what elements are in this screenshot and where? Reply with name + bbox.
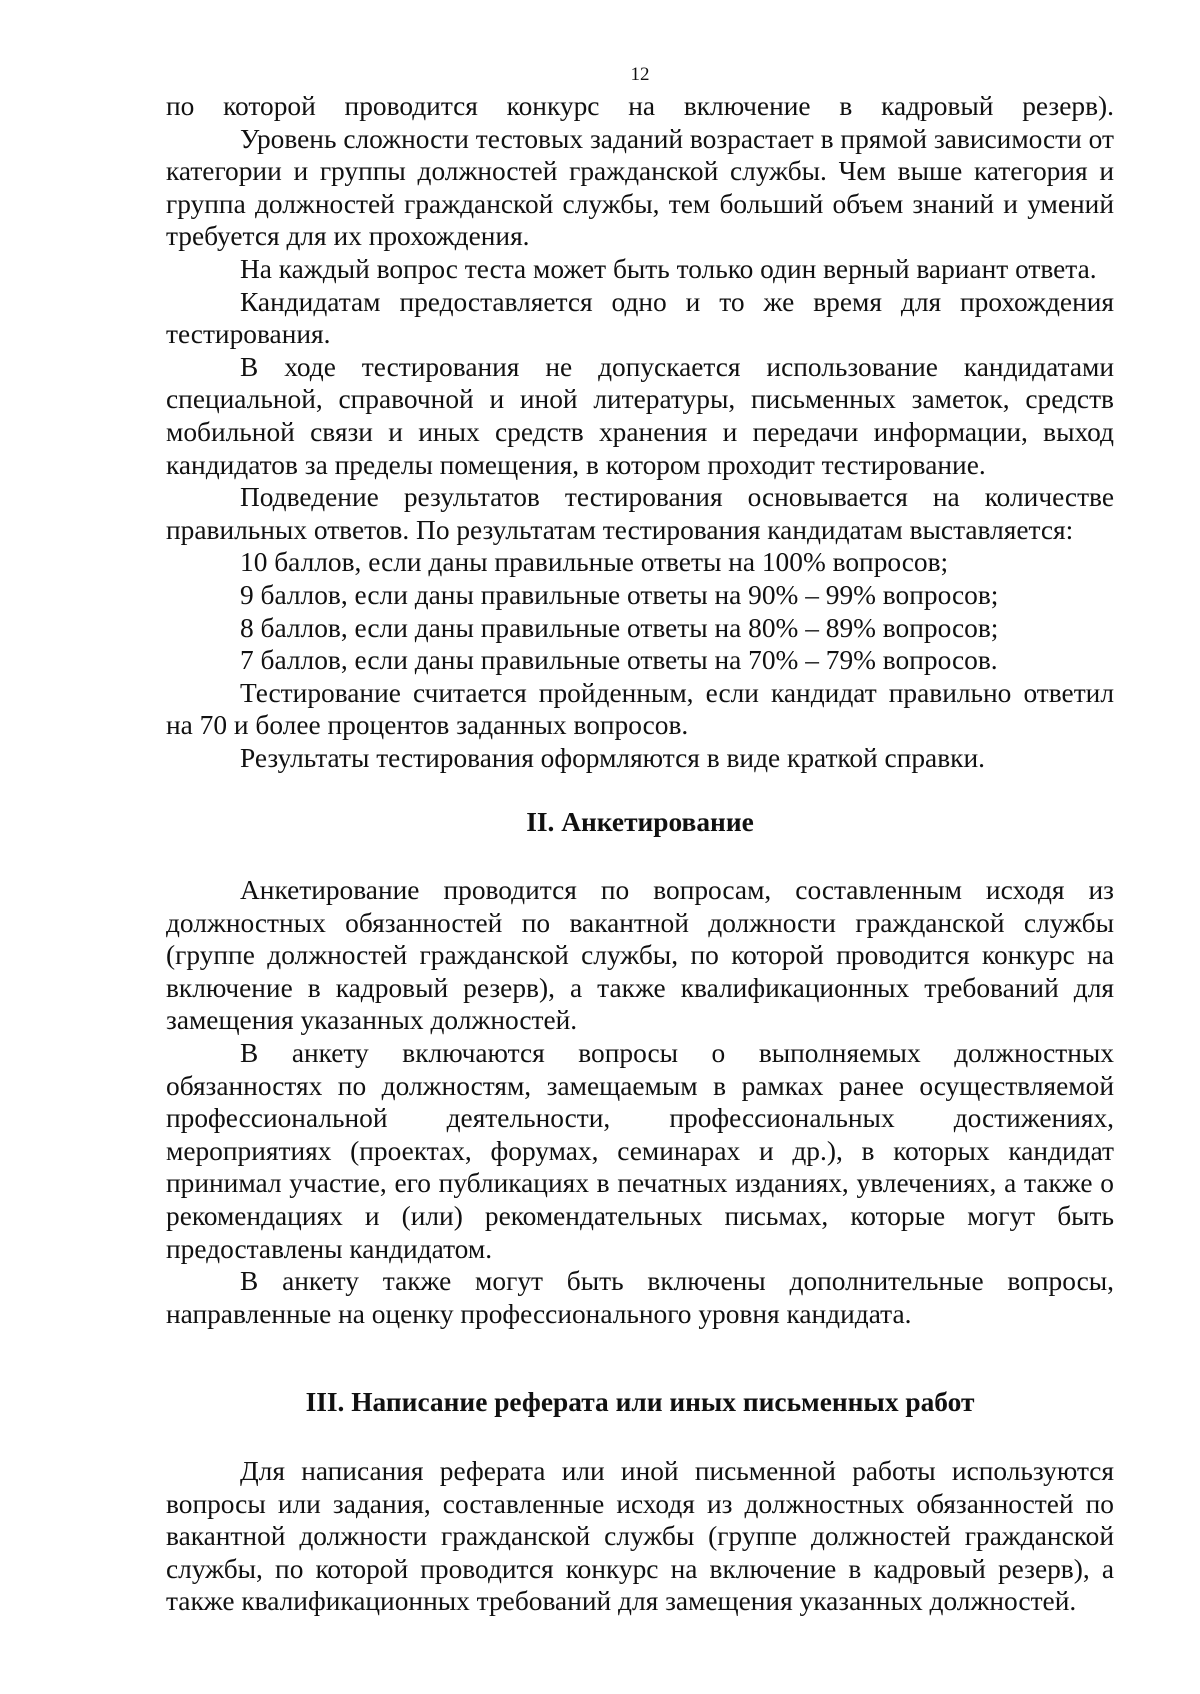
paragraph-difficulty: Уровень сложности тестовых заданий возрастает в прямой зависимости от категории и группы должностей гражданской службы. Чем выше категория и группа должностей гражданской службы, тем больший объем знаний и умений требуется для их прохождения. xyxy=(166,123,1114,252)
paragraph-questionnaire-contents: В анкету включаются вопросы о выполняемых должностных обязанностях по должностям, замещаемым в рамках ранее осуществляемой профессиональной деятельности, профессиональных достижениях, мероприятиях (проектах, форумах, семинарах и др.), в которых кандидат принимал участие, его публикациях в печатных изданиях, увлечениях, а также о рекомендациях и (или) рекомендательных письмах, которые могут быть предоставлены кандидатом. xyxy=(166,1037,1114,1264)
paragraph-questionnaire-basis: Анкетирование проводится по вопросам, составленным исходя из должностных обязанностей по вакантной должности гражданской службы (группе должностей гражданской службы, по которой проводится конкурс на включение в кадровый резерв), а также квалификационных требований для замещения указанных должностей. xyxy=(166,875,1114,1036)
paragraph-results-format: Результаты тестирования оформляются в виде краткой справки. xyxy=(240,742,985,773)
continuation-paragraph: по которой проводится конкурс на включение в кадровый резерв). xyxy=(166,91,1114,121)
score-item: 7 баллов, если даны правильные ответы на 70% – 79% вопросов. xyxy=(240,645,998,676)
section-testing-text xyxy=(166,90,1114,774)
section-heading-essay: III. Написание реферата или иных письменных работ xyxy=(305,1387,975,1417)
page-number: 12 xyxy=(630,64,650,85)
paragraph-pass-threshold: Тестирование считается пройденным, если кандидат правильно ответил на 70 и более процентов заданных вопросов. xyxy=(166,677,1114,741)
paragraph-equal-time: Кандидатам предоставляется одно и то же время для прохождения тестирования. xyxy=(166,286,1114,350)
paragraph-one-answer: На каждый вопрос теста может быть только один верный вариант ответа. xyxy=(240,253,1097,284)
section-questionnaire-text xyxy=(166,874,1114,1330)
section-heading-questionnaire: II. Анкетирование xyxy=(526,807,754,837)
score-item: 9 баллов, если даны правильные ответы на 90% – 99% вопросов; xyxy=(240,579,999,610)
section-essay-text xyxy=(166,1455,1114,1618)
paragraph-results-basis: Подведение результатов тестирования основывается на количестве правильных ответов. По результатам тестирования кандидатам выставляется: xyxy=(166,482,1114,545)
score-item: 10 баллов, если даны правильные ответы на 100% вопросов; xyxy=(240,547,949,578)
paragraph-questionnaire-extra: В анкету также могут быть включены дополнительные вопросы, направленные на оценку профессионального уровня кандидата. xyxy=(166,1266,1114,1329)
score-item: 8 баллов, если даны правильные ответы на 80% – 89% вопросов; xyxy=(240,612,999,643)
paragraph-essay-basis: Для написания реферата или иной письменной работы используются вопросы или задания, составленные исходя из должностных обязанностей по вакантной должности гражданской службы (группе должностей гражданской службы, по которой проводится конкурс на включение в кадровый резерв), а также квалификационных требований для замещения указанных должностей. xyxy=(166,1456,1114,1617)
paragraph-prohibitions: В ходе тестирования не допускается использование кандидатами специальной, справочной и иной литературы, письменных заметок, средств мобильной связи и иных средств хранения и передачи информации, выход кандидатов за пределы помещения, в котором проходит тестирование. xyxy=(166,351,1114,480)
